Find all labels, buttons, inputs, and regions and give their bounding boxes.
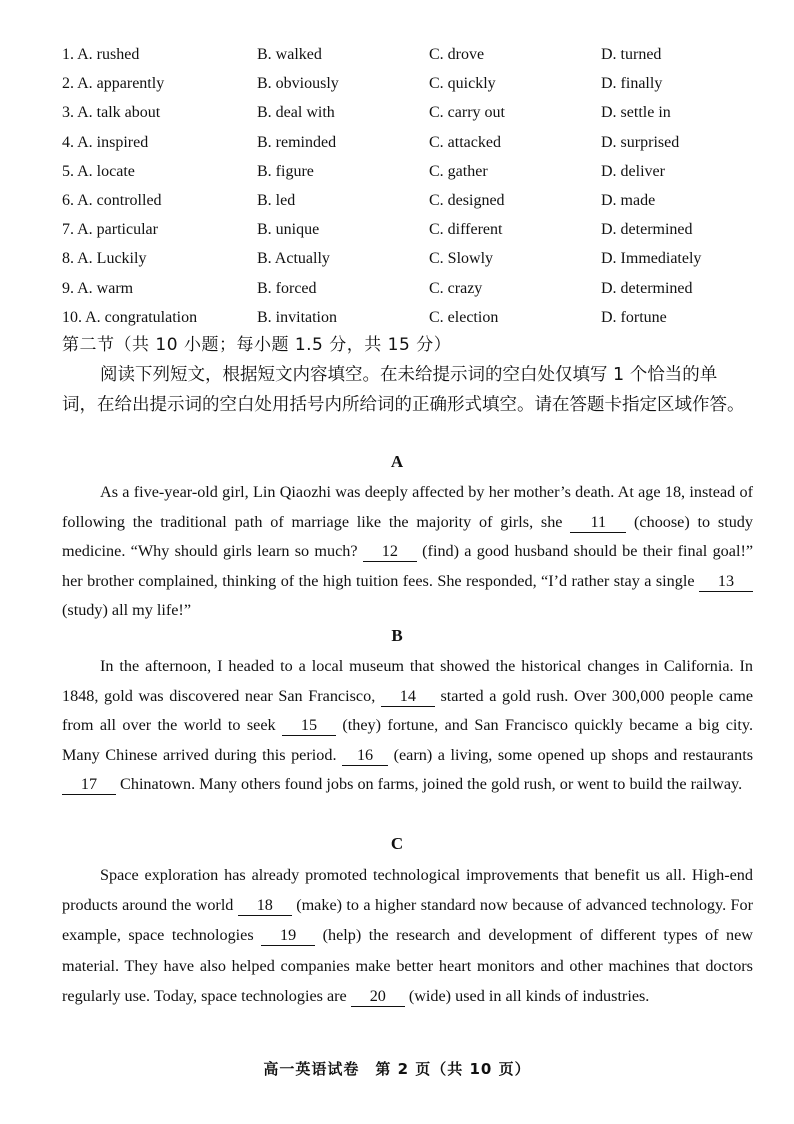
option-b: B. walked <box>257 46 322 63</box>
option-a: 10. A. congratulation <box>62 308 198 326</box>
passage-text: (they) fortune, and San Francisco quickly became a big city. Many Chinese arrived during this period. <box>62 716 753 764</box>
option-b: B. obviously <box>257 75 339 93</box>
passage-text: (study) all my life!” <box>62 601 192 619</box>
blank-16[interactable]: 16 <box>342 745 388 766</box>
blank-20[interactable]: 20 <box>351 986 405 1007</box>
passage-a-label: A <box>390 452 404 471</box>
option-b: B. invitation <box>257 308 337 326</box>
option-d: D. finally <box>601 75 663 93</box>
blank-12[interactable]: 12 <box>363 541 417 562</box>
option-a: 9. A. warm <box>62 279 134 297</box>
option-b: B. led <box>257 191 296 209</box>
option-b: B. Actually <box>257 250 330 268</box>
option-c: C. crazy <box>429 279 483 297</box>
multiple-choice-options <box>62 40 762 332</box>
option-a: 7. A. particular <box>62 221 158 239</box>
passage-b-label: B <box>391 626 403 645</box>
passage-c <box>62 860 753 1011</box>
option-c: C. gather <box>429 162 488 180</box>
option-d: D. Immediately <box>601 250 702 268</box>
blank-13[interactable]: 13 <box>699 571 753 592</box>
option-a: 1. A. rushed <box>62 46 140 63</box>
blank-18[interactable]: 18 <box>238 895 292 916</box>
option-b: B. figure <box>257 162 314 180</box>
option-a: 5. A. locate <box>62 162 135 180</box>
option-a: 4. A. inspired <box>62 133 149 151</box>
option-a: 8. A. Luckily <box>62 250 147 268</box>
passage-text: (find) a good husband should be their final goal!” her brother complained, thinking of the high tuition fees. She responded, “I’d rather stay a single <box>62 542 754 590</box>
passage-text: Space exploration has already promoted technological improvements that benefit us all. High-end products around the world <box>62 866 753 915</box>
option-c: C. quickly <box>429 75 496 93</box>
option-c: C. carry out <box>429 104 505 122</box>
option-b: B. deal with <box>257 104 335 122</box>
blank-19[interactable]: 19 <box>261 925 315 946</box>
passage-text: Chinatown. Many others found jobs on farms, joined the gold rush, or went to build the railway. <box>120 775 743 793</box>
option-d: D. determined <box>601 279 693 297</box>
passage-text: started a gold rush. Over 300,000 people came from all over the world to seek <box>62 686 754 734</box>
passage-text: (earn) a living, some opened up shops and restaurants <box>393 745 754 764</box>
section-heading: 第二节（共 10 小题；每小题 1.5 分，共 15 分） <box>62 335 452 355</box>
option-d: D. made <box>601 191 656 209</box>
option-d: D. fortune <box>601 308 667 326</box>
option-c: C. designed <box>429 191 505 209</box>
option-c: C. Slowly <box>429 250 494 268</box>
blank-14[interactable]: 14 <box>381 686 435 707</box>
passage-text: As a five-year-old girl, Lin Qiaozhi was deeply affected by her mother’s death. At age 18, instead of following the traditional path of marriage like the majority of girls, she <box>62 483 753 531</box>
passage-a <box>62 478 753 626</box>
option-d: D. turned <box>601 46 662 63</box>
section-instructions: 阅读下列短文，根据短文内容填空。在未给提示词的空白处仅填写 1 个恰当的单词，在给出提示词的空白处用括号内所给词的正确形式填空。请在答题卡指定区域作答。 <box>62 365 745 415</box>
option-a: 6. A. controlled <box>62 191 162 209</box>
option-d: D. deliver <box>601 162 665 180</box>
option-c: C. different <box>429 221 503 239</box>
option-a: 3. A. talk about <box>62 104 161 122</box>
passage-b <box>62 652 753 800</box>
blank-11[interactable]: 11 <box>570 512 626 533</box>
option-b: B. forced <box>257 279 317 297</box>
option-c: C. attacked <box>429 133 501 151</box>
option-d: D. surprised <box>601 133 680 151</box>
passage-text: In the afternoon, I headed to a local museum that showed the historical changes in California. In 1848, gold was discovered near San Francisco, <box>62 657 753 705</box>
option-c: C. election <box>429 308 499 326</box>
option-c: C. drove <box>429 46 485 63</box>
passage-text: (wide) used in all kinds of industries. <box>408 986 650 1005</box>
option-b: B. reminded <box>257 133 337 151</box>
option-b: B. unique <box>257 221 320 239</box>
passage-text: (choose) to study medicine. “Why should girls learn so much? <box>62 512 753 560</box>
blank-17[interactable]: 17 <box>62 774 116 795</box>
blank-15[interactable]: 15 <box>282 715 336 736</box>
passage-c-label: C <box>390 834 404 853</box>
option-a: 2. A. apparently <box>62 75 165 93</box>
passage-text: (help) the research and development of different types of new material. They have also helped companies make better heart monitors and other machines that doctors regularly use. Today, space technologies are <box>62 926 753 1005</box>
passage-text: (make) to a higher standard now because of advanced technology. For example, space technologies <box>62 896 753 945</box>
option-d: D. settle in <box>601 104 671 122</box>
page-footer: 高一英语试卷 第 2 页（共 10 页） <box>263 1060 531 1078</box>
option-d: D. determined <box>601 221 693 239</box>
